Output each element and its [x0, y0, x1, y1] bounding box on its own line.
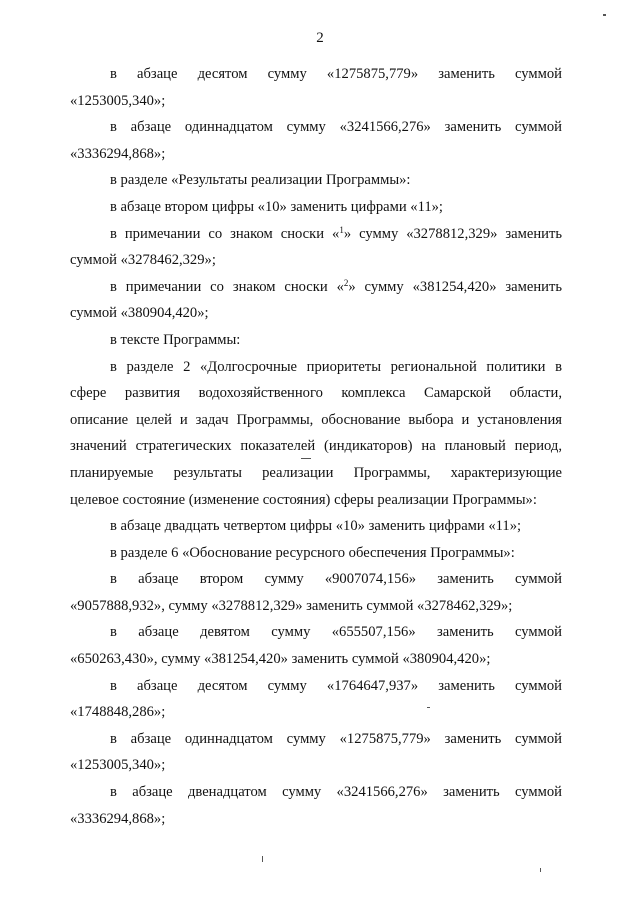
scan-speck — [262, 856, 263, 862]
paragraph-2-line-1: в абзаце одиннадцатом сумму «3241566,276» заменить суммой — [110, 119, 562, 136]
paragraph-10: в разделе 6 «Обоснование ресурсного обеспечения Программы»: — [110, 544, 515, 561]
paragraph-13-line-1: в абзаце десятом сумму «1764647,937» заменить суммой — [110, 677, 562, 694]
paragraph-8-line-5: планируемые результаты реализации Программы, характеризующие — [70, 464, 562, 481]
paragraph-11-line-1: в абзаце втором сумму «9007074,156» заменить суммой — [110, 571, 562, 588]
paragraph-13-line-2: «1748848,286»; — [70, 704, 166, 721]
footnote-mark-2: 2 — [343, 277, 349, 288]
scan-speck — [301, 458, 311, 459]
paragraph-8 — [70, 354, 562, 514]
page-number: 2 — [316, 30, 324, 46]
scan-speck — [540, 868, 541, 872]
scan-speck — [603, 14, 606, 16]
paragraph-9: в абзаце двадцать четвертом цифры «10» заменить цифрами «11»; — [110, 518, 522, 535]
paragraph-5-line-1 — [70, 221, 562, 248]
scan-speck — [427, 707, 430, 708]
paragraph-2-line-2: «3336294,868»; — [70, 145, 166, 162]
footnote-text-post: » сумму «3278812,329» заменить — [343, 225, 562, 242]
paragraph-6-line-1 — [70, 274, 562, 301]
paragraph-13 — [70, 673, 562, 726]
paragraph-1-line-2: «1253005,340»; — [70, 92, 166, 109]
paragraph-7: в тексте Программы: — [110, 331, 241, 348]
paragraph-6-line-2: суммой «380904,420»; — [70, 305, 209, 322]
paragraph-3: в разделе «Результаты реализации Программы»: — [110, 172, 411, 189]
paragraph-2 — [70, 114, 562, 167]
paragraph-8-line-2: сфере развития водохозяйственного комплекса Самарской области, — [70, 385, 562, 402]
document-body — [70, 61, 562, 832]
paragraph-4: в абзаце втором цифры «10» заменить цифрами «11»; — [110, 198, 443, 215]
paragraph-15 — [70, 779, 562, 832]
paragraph-8-line-4: значений стратегических показателей (индикаторов) на плановый период, — [70, 438, 562, 455]
footnote-text-pre: в примечании со знаком сноски « — [110, 225, 340, 242]
paragraph-14-line-1: в абзаце одиннадцатом сумму «1275875,779» заменить суммой — [110, 730, 562, 747]
paragraph-1 — [70, 61, 562, 114]
footnote-text-pre: в примечании со знаком сноски « — [110, 278, 344, 295]
paragraph-8-line-3: описание целей и задач Программы, обоснование выбора и установления — [70, 411, 562, 428]
paragraph-5 — [70, 221, 562, 274]
paragraph-15-line-1: в абзаце двенадцатом сумму «3241566,276» заменить суммой — [110, 784, 562, 801]
paragraph-15-line-2: «3336294,868»; — [70, 810, 166, 827]
paragraph-11 — [70, 566, 562, 619]
paragraph-14 — [70, 726, 562, 779]
paragraph-12 — [70, 619, 562, 672]
paragraph-8-line-1: в разделе 2 «Долгосрочные приоритеты региональной политики в — [110, 358, 562, 375]
paragraph-12-line-1: в абзаце девятом сумму «655507,156» заменить суммой — [110, 624, 562, 641]
paragraph-1-line-1: в абзаце десятом сумму «1275875,779» заменить суммой — [110, 66, 562, 82]
paragraph-8-line-6: целевое состояние (изменение состояния) сферы реализации Программы»: — [70, 491, 537, 508]
footnote-text-post: » сумму «381254,420» заменить — [348, 278, 562, 295]
paragraph-14-line-2: «1253005,340»; — [70, 757, 166, 774]
paragraph-12-line-2: «650263,430», сумму «381254,420» заменить суммой «380904,420»; — [70, 651, 491, 668]
paragraph-5-line-2: суммой «3278462,329»; — [70, 252, 216, 269]
paragraph-6 — [70, 274, 562, 327]
paragraph-11-line-2: «9057888,932», сумму «3278812,329» заменить суммой «3278462,329»; — [70, 597, 513, 614]
footnote-mark-1: 1 — [339, 224, 344, 235]
